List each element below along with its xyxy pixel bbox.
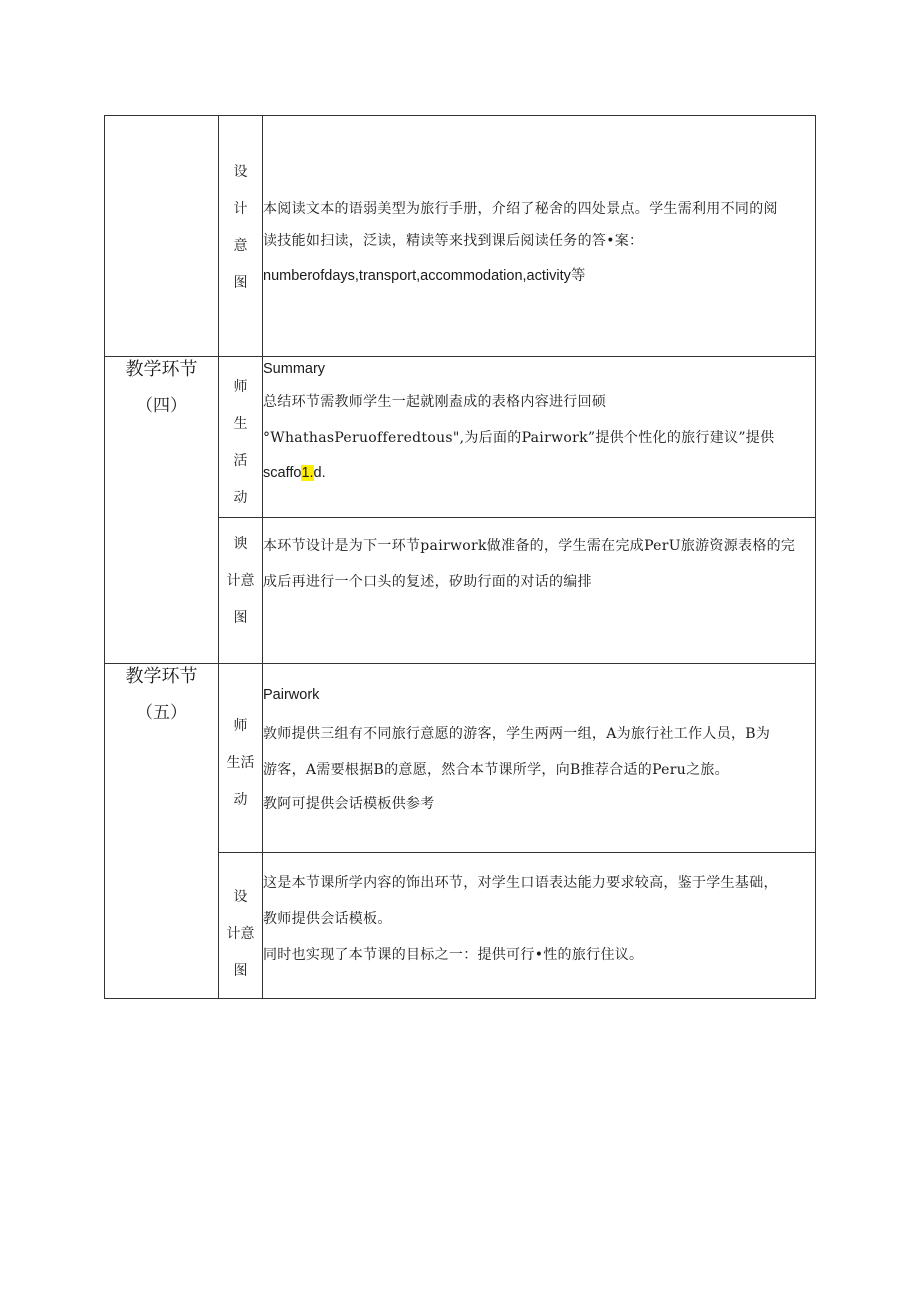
stage4-number: （四）	[136, 396, 187, 416]
stage4-activity-text: Summary 总结环节需教师学生一起就刚盍成的表格内容进行回硕 °WhathasPeruofferedtous",为后面的Pairwork”提供个性化的旅行建议”提供 scaffo1.d.	[263, 357, 816, 518]
stage4-cell	[105, 357, 219, 664]
stage5-design-text: 这是本节课所学内容的饰出环节，对学生口语表达能力要求较高，鉴于学生基础， 教师提供会话模板。 同时也实现了本节课的目标之一：提供可行•性的旅行住议。	[263, 853, 816, 999]
stage4-design-text: 本环节设计是为下一环节pairwork做准备的，学生需在完成PerU旅游资源表格的完 成后再进行一个口头的复述，矽助行面的对话的编排	[263, 518, 816, 664]
stage4-heading: Summary	[263, 361, 326, 377]
stage5-design-label: 设 计意 图	[219, 853, 263, 999]
design-intent-label: 设 计 意 图	[219, 116, 263, 357]
stage5-number: （五）	[136, 703, 187, 723]
stage5-activity-row	[105, 664, 816, 853]
empty-stage-cell	[105, 116, 219, 357]
design-intent-text: 本阅读文本的语弱美型为旅行手册，介绍了秘舍的四处景点。学生需利用不同的阅 读技能如扫读，泛读，精读等来找到课后阅读任务的答•案： numberofdays,transport,accommodation,activity等	[263, 116, 816, 357]
highlight-mark: 1.	[301, 465, 314, 481]
stage4-activity-label: 师 生 活 动	[219, 357, 263, 518]
stage4-title: 教学环节	[125, 359, 198, 380]
stage5-heading: Pairwork	[263, 687, 320, 703]
stage5-activity-text: Pairwork 敦师提供三组有不同旅行意愿的游客，学生两两一组，A为旅行社工作人员，B为 游客，A需要根据B的意愿，然合本节课所学，向B推荐合适的Peru之旅。 教阿可提供会话模板供参考	[263, 664, 816, 853]
stage5-title: 教学环节	[125, 666, 198, 687]
stage5-activity-label: 师 生活 动	[219, 664, 263, 853]
lesson-plan-table	[104, 115, 816, 999]
design-intent-row	[105, 116, 816, 357]
stage4-activity-row	[105, 357, 816, 518]
stage4-design-label: 谀 计意 图	[219, 518, 263, 664]
stage5-cell	[105, 664, 219, 999]
